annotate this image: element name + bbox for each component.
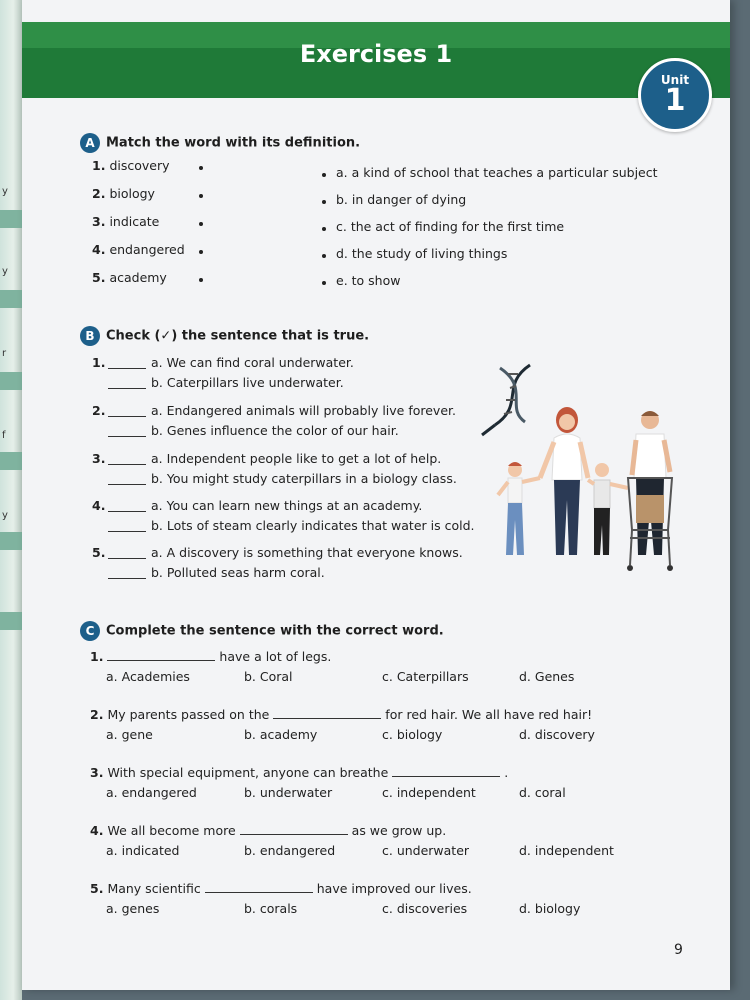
answer-option[interactable]: d. Genes [519, 669, 575, 684]
match-dot-right[interactable] [322, 281, 326, 285]
sentence-end: have improved our lives. [316, 881, 472, 896]
item-number: 2. [92, 403, 106, 418]
match-word-row [92, 158, 170, 173]
section-instruction: Check (✓) the sentence that is true. [106, 328, 370, 344]
girl-figure [498, 462, 540, 555]
fill-blank-sentence [90, 648, 331, 664]
answer-option[interactable]: c. biology [382, 727, 443, 742]
section-instruction: Match the word with its definition. [106, 135, 361, 151]
section-instruction: Complete the sentence with the correct word. [106, 623, 444, 639]
section-b-heading [80, 326, 369, 346]
item-number: 3. [92, 451, 106, 466]
true-false-sentence: a. A discovery is something that everyone knows. [151, 545, 463, 560]
check-blank[interactable] [108, 578, 146, 579]
answer-option[interactable]: a. genes [106, 901, 160, 916]
check-blank[interactable] [108, 558, 146, 559]
section-letter-badge: B [80, 326, 100, 346]
workbook-page [22, 0, 730, 990]
left-page-fragment: y [2, 266, 8, 277]
left-page-tab [0, 290, 22, 308]
match-word: indicate [109, 214, 160, 229]
match-word: discovery [109, 158, 170, 173]
true-false-sentence: a. You can learn new things at an academy. [151, 498, 423, 513]
answer-blank[interactable] [107, 648, 215, 661]
match-definition: c. the act of finding for the first time [336, 219, 565, 234]
match-word-row [92, 186, 155, 201]
answer-option[interactable]: b. corals [244, 901, 298, 916]
mother-figure [540, 407, 588, 555]
fill-blank-sentence [90, 764, 508, 780]
answer-option[interactable]: a. Academies [106, 669, 190, 684]
family-shopping-illustration [470, 360, 680, 585]
item-number: 2. [90, 707, 104, 722]
answer-option[interactable]: c. discoveries [382, 901, 468, 916]
section-letter-badge: C [80, 621, 100, 641]
check-blank[interactable] [108, 464, 146, 465]
answer-option[interactable]: a. indicated [106, 843, 180, 858]
answer-option[interactable]: b. endangered [244, 843, 336, 858]
item-number: 2. [92, 186, 106, 201]
match-word: academy [109, 270, 167, 285]
section-a-heading [80, 133, 360, 153]
check-blank[interactable] [108, 368, 146, 369]
item-number: 4. [90, 823, 104, 838]
check-blank[interactable] [108, 531, 146, 532]
left-page-fragment: r [2, 348, 7, 359]
true-false-sentence: b. Lots of steam clearly indicates that water is cold. [151, 518, 475, 533]
match-dot-left[interactable] [199, 222, 203, 226]
unit-badge [638, 58, 712, 132]
unit-label: Unit [660, 73, 690, 87]
item-number: 4. [92, 242, 106, 257]
left-page-tab [0, 210, 22, 228]
section-c-heading [80, 621, 444, 641]
item-number: 1. [92, 158, 106, 173]
match-dot-right[interactable] [322, 200, 326, 204]
check-blank[interactable] [108, 436, 146, 437]
answer-option[interactable]: c. Caterpillars [382, 669, 469, 684]
answer-option[interactable]: b. underwater [244, 785, 333, 800]
match-definition: b. in danger of dying [336, 192, 467, 207]
sentence-start: With special equipment, anyone can breathe [107, 765, 389, 780]
match-definition: a. a kind of school that teaches a particular subject [336, 165, 658, 180]
match-dot-right[interactable] [322, 227, 326, 231]
left-page-tab [0, 532, 22, 550]
sentence-end: have a lot of legs. [219, 649, 332, 664]
match-word-row [92, 242, 185, 257]
sentence-start: We all become more [107, 823, 236, 838]
check-blank[interactable] [108, 416, 146, 417]
item-number: 4. [92, 498, 106, 513]
item-number: 3. [92, 214, 106, 229]
answer-option[interactable]: c. underwater [382, 843, 470, 858]
unit-number: 1 [664, 83, 686, 118]
answer-option[interactable]: c. independent [382, 785, 476, 800]
match-word: endangered [109, 242, 185, 257]
match-dot-left[interactable] [199, 194, 203, 198]
item-number: 1. [92, 355, 106, 370]
answer-blank[interactable] [240, 822, 348, 835]
left-page-fragment: y [2, 186, 8, 197]
match-dot-left[interactable] [199, 166, 203, 170]
answer-blank[interactable] [392, 764, 500, 777]
match-word: biology [109, 186, 155, 201]
sentence-end: as we grow up. [351, 823, 447, 838]
left-page-tab [0, 372, 22, 390]
left-page-tab [0, 612, 22, 630]
match-word-row [92, 214, 159, 229]
left-page-fragment: f [2, 430, 6, 441]
dna-helix-icon [482, 365, 530, 435]
boy-figure [588, 463, 628, 555]
true-false-sentence: b. You might study caterpillars in a biology class. [151, 471, 457, 486]
sentence-end: for red hair. We all have red hair! [385, 707, 593, 722]
fill-blank-sentence [90, 822, 446, 838]
true-false-sentence: a. We can find coral underwater. [151, 355, 354, 370]
match-dot-left[interactable] [199, 250, 203, 254]
item-number: 3. [90, 765, 104, 780]
answer-option[interactable]: d. independent [519, 843, 614, 858]
sentence-start: Many scientific [107, 881, 201, 896]
answer-option[interactable]: d. coral [519, 785, 566, 800]
item-number: 5. [92, 270, 106, 285]
item-number: 1. [90, 649, 104, 664]
answer-option[interactable]: a. endangered [106, 785, 197, 800]
true-false-sentence: b. Polluted seas harm coral. [151, 565, 325, 580]
check-blank[interactable] [108, 388, 146, 389]
answer-option[interactable]: b. Coral [244, 669, 293, 684]
match-definition: e. to show [336, 273, 401, 288]
answer-option[interactable]: b. academy [244, 727, 318, 742]
left-page-edge [0, 0, 22, 1000]
true-false-sentence: a. Endangered animals will probably live forever. [151, 403, 456, 418]
match-dot-left[interactable] [199, 278, 203, 282]
page-number: 9 [674, 942, 683, 958]
father-figure [632, 411, 670, 555]
match-definition: d. the study of living things [336, 246, 508, 261]
answer-option[interactable]: d. discovery [519, 727, 595, 742]
true-false-sentence: b. Caterpillars live underwater. [151, 375, 344, 390]
match-dot-right[interactable] [322, 173, 326, 177]
check-blank[interactable] [108, 484, 146, 485]
answer-blank[interactable] [273, 706, 381, 719]
true-false-sentence: a. Independent people like to get a lot of help. [151, 451, 442, 466]
match-word-row [92, 270, 167, 285]
answer-blank[interactable] [205, 880, 313, 893]
item-number: 5. [90, 881, 104, 896]
match-dot-right[interactable] [322, 254, 326, 258]
check-blank[interactable] [108, 511, 146, 512]
answer-option[interactable]: d. biology [519, 901, 581, 916]
answer-option[interactable]: a. gene [106, 727, 153, 742]
left-page-tab [0, 452, 22, 470]
fill-blank-sentence [90, 880, 472, 896]
sentence-end: . [504, 765, 509, 780]
fill-blank-sentence [90, 706, 592, 722]
sentence-start: My parents passed on the [107, 707, 270, 722]
page-title: Exercises 1 [299, 40, 453, 68]
section-letter-badge: A [80, 133, 100, 153]
item-number: 5. [92, 545, 106, 560]
true-false-sentence: b. Genes influence the color of our hair. [151, 423, 399, 438]
left-page-fragment: y [2, 510, 8, 521]
